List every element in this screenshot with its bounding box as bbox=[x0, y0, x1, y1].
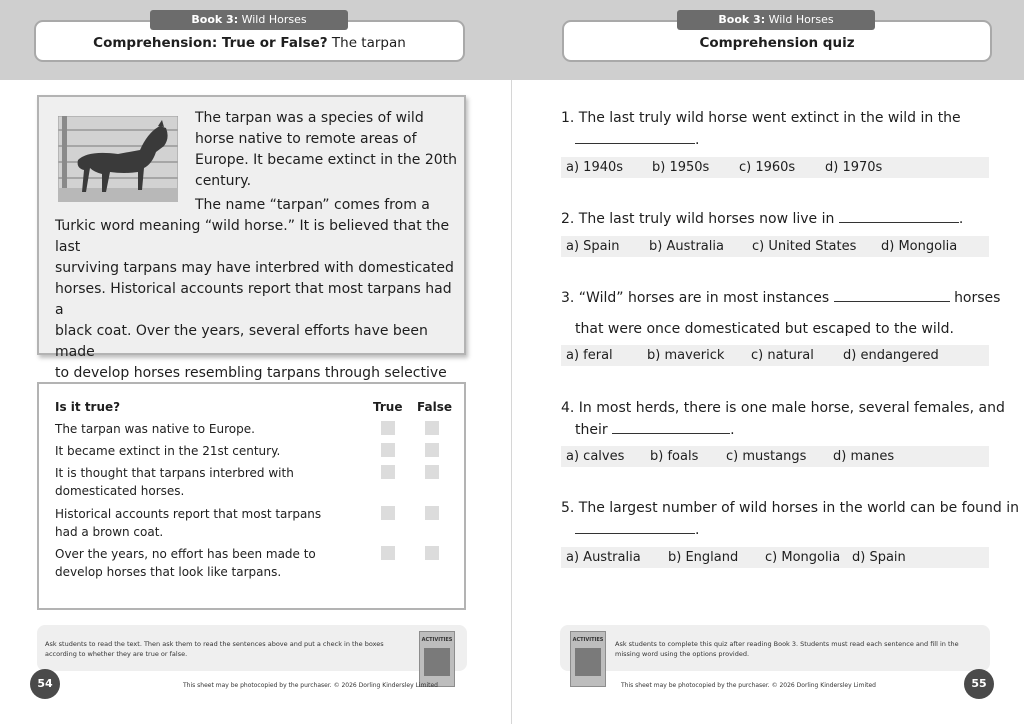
option[interactable]: a) 1940s bbox=[566, 160, 624, 175]
options-row-5 bbox=[561, 547, 989, 568]
options-row-3 bbox=[561, 345, 989, 366]
text-line: horses. Historical accounts report that most tarpans had a bbox=[55, 281, 452, 318]
option[interactable]: d) Spain bbox=[852, 550, 906, 565]
false-checkbox[interactable] bbox=[425, 506, 439, 520]
thumbnail-image bbox=[575, 648, 601, 676]
book-tab-text: Wild Horses bbox=[768, 13, 834, 26]
option[interactable]: c) 1960s bbox=[739, 160, 796, 175]
text-line: black coat. Over the years, several efforts have been made bbox=[55, 323, 428, 360]
true-checkbox[interactable] bbox=[381, 443, 395, 457]
quiz-heading: Is it true? bbox=[55, 400, 121, 414]
reading-para1 bbox=[195, 108, 457, 192]
option[interactable]: a) Australia bbox=[566, 550, 641, 565]
option[interactable]: a) calves bbox=[566, 449, 625, 464]
text-line: surviving tarpans may have interbred with domesticated bbox=[55, 260, 454, 276]
thumbnail-label: ACTIVITIES bbox=[572, 637, 604, 643]
option[interactable]: b) maverick bbox=[647, 348, 725, 363]
false-checkbox[interactable] bbox=[425, 546, 439, 560]
option[interactable]: d) 1970s bbox=[825, 160, 883, 175]
true-false-box bbox=[37, 382, 466, 610]
question-1 bbox=[561, 107, 961, 151]
question-text: 3. “Wild” horses are in most instances bbox=[561, 290, 830, 306]
question-text: 5. The largest number of wild horses in the world can be found in bbox=[561, 500, 1019, 516]
true-checkbox[interactable] bbox=[381, 546, 395, 560]
options-row-1 bbox=[561, 157, 989, 178]
page-number: 55 bbox=[964, 669, 994, 699]
page-number: 54 bbox=[30, 669, 60, 699]
true-checkbox[interactable] bbox=[381, 465, 395, 479]
option[interactable]: d) Mongolia bbox=[881, 239, 958, 254]
question-text: 2. The last truly wild horses now live in bbox=[561, 211, 835, 227]
false-checkbox[interactable] bbox=[425, 465, 439, 479]
text-line: The name “tarpan” comes from a bbox=[195, 197, 430, 213]
statement: Historical accounts report that most tarpans had a brown coat. bbox=[55, 507, 322, 539]
option[interactable]: b) Australia bbox=[649, 239, 724, 254]
book-thumbnail bbox=[419, 631, 455, 687]
title-bold: Comprehension quiz bbox=[699, 35, 855, 51]
book-tab-bold: Book 3: bbox=[718, 13, 766, 26]
question-text: that were once domesticated but escaped to the wild. bbox=[575, 321, 954, 337]
copyright-text: This sheet may be photocopied by the purchaser. © 2026 Dorling Kindersley Limited bbox=[621, 682, 876, 689]
thumbnail-label: ACTIVITIES bbox=[421, 637, 453, 643]
answer-blank[interactable] bbox=[839, 209, 959, 223]
false-checkbox[interactable] bbox=[425, 421, 439, 435]
thumbnail-image bbox=[424, 648, 450, 676]
statement: Over the years, no effort has been made to develop horses that look like tarpans. bbox=[55, 547, 316, 579]
false-checkbox[interactable] bbox=[425, 443, 439, 457]
reading-para2 bbox=[55, 216, 464, 405]
teacher-instructions bbox=[560, 625, 990, 671]
reading-box bbox=[37, 95, 466, 381]
column-true-header: True bbox=[373, 400, 403, 414]
column-false-header: False bbox=[417, 400, 452, 414]
question-2 bbox=[561, 208, 963, 230]
book-tab-bold: Book 3: bbox=[191, 13, 239, 26]
instructions-text: Ask students to complete this quiz after reading Book 3. Students must read each sentence and fill in the missing word using the options provided. bbox=[615, 640, 959, 658]
statement: It became extinct in the 21st century. bbox=[55, 444, 281, 458]
option[interactable]: b) 1950s bbox=[652, 160, 710, 175]
option[interactable]: a) feral bbox=[566, 348, 613, 363]
book-tab bbox=[150, 10, 348, 30]
question-text: . bbox=[695, 522, 700, 538]
statement: The tarpan was native to Europe. bbox=[55, 422, 255, 436]
book-thumbnail bbox=[570, 631, 606, 687]
text-line: to develop horses resembling tarpans through selective bbox=[55, 365, 447, 381]
option[interactable]: d) manes bbox=[833, 449, 895, 464]
option[interactable]: b) England bbox=[668, 550, 739, 565]
text-line: horse native to remote areas of bbox=[195, 131, 417, 147]
true-checkbox[interactable] bbox=[381, 506, 395, 520]
option[interactable]: a) Spain bbox=[566, 239, 620, 254]
question-3 bbox=[561, 287, 1000, 340]
option[interactable]: c) Mongolia bbox=[765, 550, 841, 565]
title-rest: The tarpan bbox=[331, 35, 406, 51]
option[interactable]: c) natural bbox=[751, 348, 814, 363]
true-checkbox[interactable] bbox=[381, 421, 395, 435]
teacher-instructions bbox=[37, 625, 467, 671]
question-text: 1. The last truly wild horse went extinct in the wild in the bbox=[561, 110, 961, 126]
question-text: . bbox=[730, 422, 735, 438]
book-tab-text: Wild Horses bbox=[241, 13, 307, 26]
question-text: . bbox=[958, 211, 964, 227]
copyright-text: This sheet may be photocopied by the purchaser. © 2026 Dorling Kindersley Limited bbox=[183, 682, 438, 689]
option[interactable]: d) endangered bbox=[843, 348, 939, 363]
option[interactable]: c) United States bbox=[752, 239, 857, 254]
question-text: 4. In most herds, there is one male horse, several females, and bbox=[561, 400, 1005, 416]
question-text: their bbox=[575, 422, 608, 438]
text-line: Turkic word meaning “wild horse.” It is believed that the last bbox=[55, 218, 450, 255]
answer-blank[interactable] bbox=[575, 130, 695, 144]
text-line: Europe. It became extinct in the 20th bbox=[195, 152, 458, 168]
text-line: The tarpan was a species of wild bbox=[195, 110, 424, 126]
book-tab bbox=[677, 10, 875, 30]
question-text: horses bbox=[954, 290, 1001, 306]
options-row-4 bbox=[561, 446, 989, 467]
horse-photo bbox=[58, 116, 178, 202]
option[interactable]: c) mustangs bbox=[726, 449, 807, 464]
instructions-text: Ask students to read the text. Then ask them to read the sentences above and put a check in the boxes according to whether they are true or false. bbox=[45, 640, 384, 658]
statement: It is thought that tarpans interbred with domesticated horses. bbox=[55, 466, 294, 498]
question-text: . bbox=[695, 132, 700, 148]
question-5 bbox=[561, 497, 1019, 541]
options-row-2 bbox=[561, 236, 989, 257]
text-line: century. bbox=[195, 173, 252, 189]
answer-blank[interactable] bbox=[575, 520, 695, 534]
title-bold: Comprehension: True or False? bbox=[93, 35, 328, 51]
answer-blank[interactable] bbox=[612, 420, 730, 434]
option[interactable]: b) foals bbox=[650, 449, 699, 464]
question-4 bbox=[561, 397, 1005, 441]
answer-blank[interactable] bbox=[834, 288, 950, 302]
